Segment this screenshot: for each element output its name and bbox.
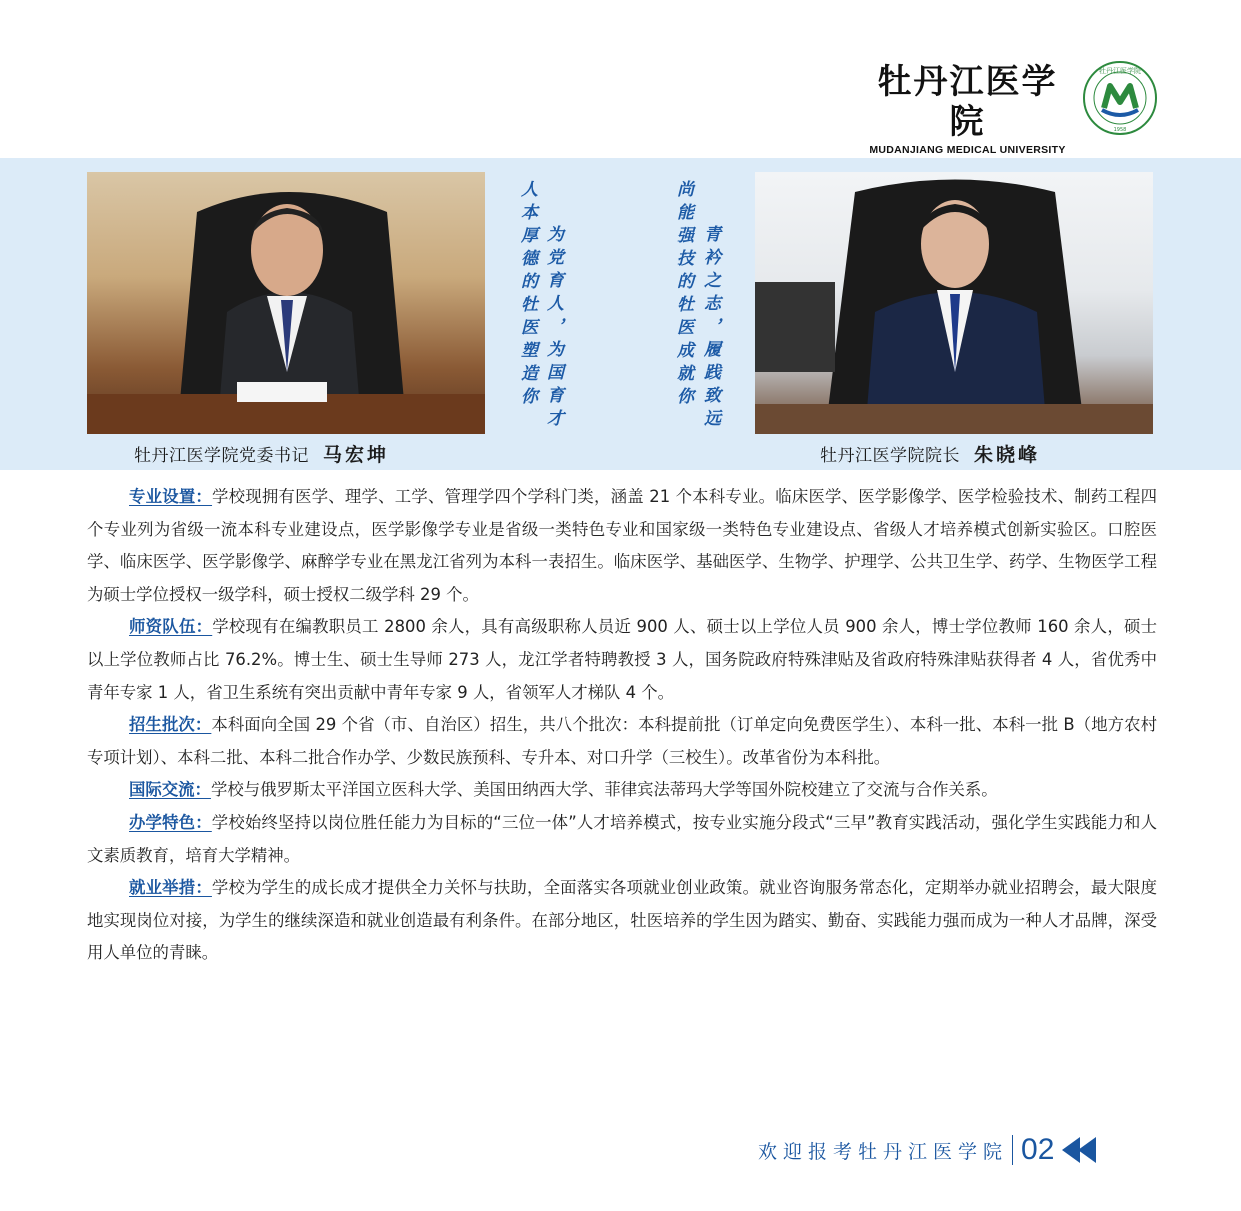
section-label: 师资队伍： [129,617,213,637]
party-secretary-photo [87,172,485,434]
section-features [87,807,1157,872]
logo-year: 1958 [1113,127,1127,133]
slogan-2-col2: 尚能强技的牡医成就你 [673,180,693,410]
page-footer [758,1132,1098,1168]
section-text: 学校与俄罗斯太平洋国立医科大学、美国田纳西大学、菲律宾法蒂玛大学等国外院校建立了交流与合作关系。 [210,780,998,800]
footer-welcome-text: 欢迎报考牡丹江医学院 [758,1140,1009,1163]
leader-name: 马宏坤 [323,444,390,466]
university-brand [860,62,1075,156]
introduction-body [87,481,1157,970]
section-admission [87,709,1157,774]
section-international [87,774,1157,807]
section-label: 就业举措： [129,878,212,898]
section-text: 学校始终坚持以岗位胜任能力为目标的“三位一体”人才培养模式，按专业实施分段式“三早”教育实践活动，强化学生实践能力和人文素质教育，培育大学精神。 [87,812,1157,865]
section-faculty [87,611,1157,709]
section-label: 办学特色： [129,812,212,832]
section-text: 学校为学生的成长成才提供全力关怀与扶助，全面落实各项就业创业政策。就业咨询服务常态化，定期举办就业招聘会，最大限度地实现岗位对接，为学生的继续深造和就业创造最有利条件。在部分地区，牡医培养的学生因为踏实、勤奋、实践能力强而成为一种人才品牌，深受用人单位的青睐。 [87,878,1157,963]
leader-name: 朱晓峰 [974,444,1041,466]
left-arrow-icon [1062,1137,1098,1163]
page-number: 02 [1021,1133,1055,1166]
university-name-cn: 牡丹江医学院 [877,62,1058,142]
section-majors [87,481,1157,611]
slogan-1-col2: 人本厚德的牡医塑造你 [517,180,537,410]
leader-title: 牡丹江医学院院长 [820,446,960,466]
president-photo [755,172,1153,434]
section-label: 国际交流： [129,780,211,800]
leader-title: 牡丹江医学院党委书记 [134,446,309,466]
footer-divider [1012,1135,1013,1165]
university-seal-icon [1082,60,1158,136]
slogan-2-col1: 青衿之志，履践致远 [700,225,720,432]
section-label: 专业设置： [129,487,213,506]
section-text: 学校现有在编教职员工 2800 余人，具有高级职称人员近 900 人、硕士以上学位人员 900 余人，博士学位教师 160 余人，硕士以上学位教师占比 76.2%。博士生、硕士生导师 273 人，龙江学者特聘教授 3 人，国务院政府特殊津贴及省政府特殊津贴获得者 4 人，省优秀中青年专家 1 人，省卫生系统有突出贡献中青年专家 9 人，省领军人才梯队 4 个。 [87,617,1157,702]
logo-ring-text: 牡丹江医学院 [1099,67,1141,75]
slogan-1-col1: 为党育人，为国育才 [543,225,563,432]
section-text: 本科面向全国 29 个省（市、自治区）招生，共八个批次：本科提前批（订单定向免费医学生）、本科一批、本科一批 B（地方农村专项计划）、本科二批、本科二批合作办学、少数民族预科、专升本、对口升学（三校生）。改革省份为本科批。 [87,715,1158,767]
section-label: 招生批次： [129,715,212,735]
party-secretary-caption [134,440,389,467]
section-employment [87,872,1157,970]
university-name-en: MUDANJIANG MEDICAL UNIVERSITY [869,144,1066,156]
section-text: 学校现拥有医学、理学、工学、管理学四个学科门类，涵盖 21 个本科专业。临床医学、医学影像学、医学检验技术、制药工程四个专业列为省级一流本科专业建设点，医学影像学专业是省级一类特色专业和国家级一类特色专业建设点、省级人才培养模式创新实验区。口腔医学、临床医学、医学影像学、麻醉学专业在黑龙江省列为本科一表招生。临床医学、基础医学、生物学、护理学、公共卫生学、药学、生物医学工程为硕士学位授权一级学科，硕士授权二级学科 29 个。 [87,487,1157,604]
president-caption [820,440,1040,467]
